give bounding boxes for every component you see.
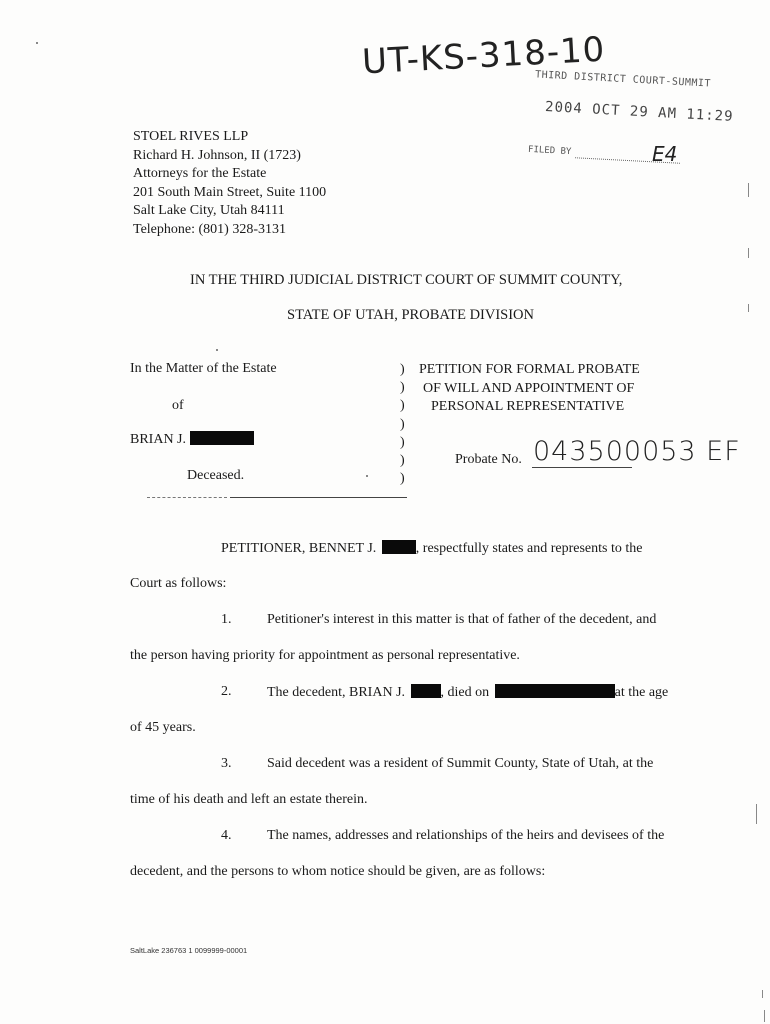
caption-matter: In the Matter of the Estate <box>130 361 277 376</box>
paragraph-4-line-2: decedent, and the persons to whom notice should be given, are as follows: <box>130 864 546 879</box>
paragraph-3-line-1: Said decedent was a resident of Summit County, State of Utah, at the <box>267 756 654 771</box>
attorney-role: Attorneys for the Estate <box>133 166 267 182</box>
intro-text-b: , respectfully states and represents to the <box>415 541 643 556</box>
scan-speck <box>764 1010 765 1022</box>
court-stamp-date: 2004 OCT 29 AM 11:29 <box>544 99 734 125</box>
paragraph-3-number: 3. <box>221 756 232 771</box>
attorney-block <box>133 128 326 240</box>
paragraph-2-text-b: , died on <box>440 685 490 700</box>
paragraph-2-text-a: The decedent, BRIAN J. <box>267 685 406 700</box>
redaction-box <box>495 684 615 698</box>
scan-speck <box>36 42 38 44</box>
attorney-name: Richard H. Johnson, II (1723) <box>133 147 301 163</box>
paragraph-1-line-2: the person having priority for appointment as personal representative. <box>130 648 520 663</box>
intro-line-2: Court as follows: <box>130 576 227 591</box>
caption-decedent-name <box>130 431 254 448</box>
caption-of: of <box>172 398 184 413</box>
scan-speck <box>748 248 749 258</box>
caption-dash-line <box>147 497 227 498</box>
decedent-name-text: BRIAN J. <box>130 432 187 447</box>
court-stamp-text: THIRD DISTRICT COURT-SUMMIT <box>534 69 712 90</box>
probate-number-handwritten: 043500053 EF <box>533 436 741 467</box>
intro-line <box>221 540 642 557</box>
scan-speck <box>748 304 749 312</box>
paragraph-4-number: 4. <box>221 828 232 843</box>
paragraph-1-number: 1. <box>221 612 232 627</box>
petition-title <box>419 361 640 417</box>
caption-deceased: Deceased. <box>187 468 245 483</box>
paragraph-2-line-2: of 45 years. <box>130 720 196 735</box>
scan-speck <box>748 183 749 197</box>
filed-by-label: FILED BY <box>527 144 572 158</box>
petition-title-line-2: OF WILL AND APPOINTMENT OF <box>423 380 635 396</box>
court-heading-line-2: STATE OF UTAH, PROBATE DIVISION <box>287 307 535 323</box>
filed-by-initials: E4 <box>652 142 678 166</box>
redaction-box <box>190 431 254 445</box>
paragraph-1-line-1: Petitioner's interest in this matter is that of father of the decedent, and <box>267 612 657 627</box>
intro-text-a: PETITIONER, BENNET J. <box>221 541 377 556</box>
redaction-box <box>382 540 416 554</box>
court-heading-line-1: IN THE THIRD JUDICIAL DISTRICT COURT OF SUMMIT COUNTY, <box>190 272 623 288</box>
redaction-box <box>411 684 441 698</box>
footer-document-id: SaltLake 236763 1 0099999-00001 <box>130 946 248 955</box>
petition-title-line-1: PETITION FOR FORMAL PROBATE <box>419 362 640 377</box>
scan-speck <box>366 475 368 477</box>
probate-number-line <box>532 467 632 468</box>
address-line-2: Salt Lake City, Utah 84111 <box>133 203 285 219</box>
scan-speck <box>762 990 763 998</box>
scan-speck <box>216 349 218 351</box>
caption-bottom-rule <box>230 497 407 498</box>
address-line-1: 201 South Main Street, Suite 1100 <box>133 184 327 200</box>
paragraph-3-line-2: time of his death and left an estate therein. <box>130 792 368 807</box>
petition-title-line-3: PERSONAL REPRESENTATIVE <box>431 399 625 414</box>
firm-name: STOEL RIVES LLP <box>133 129 249 144</box>
paragraph-2-number: 2. <box>221 684 232 699</box>
telephone: Telephone: (801) 328-3131 <box>133 221 286 237</box>
probate-number-label: Probate No. <box>455 452 522 467</box>
paragraph-2-line-1 <box>267 684 668 701</box>
caption-bracket-column: ) ) ) ) ) ) ) <box>400 362 405 487</box>
paragraph-2-text-c: at the age <box>614 685 669 700</box>
paragraph-4-line-1: The names, addresses and relationships of the heirs and devisees of the <box>267 828 665 843</box>
scan-speck <box>756 804 757 824</box>
handwritten-case-number: UT-KS-318-10 <box>361 29 607 83</box>
